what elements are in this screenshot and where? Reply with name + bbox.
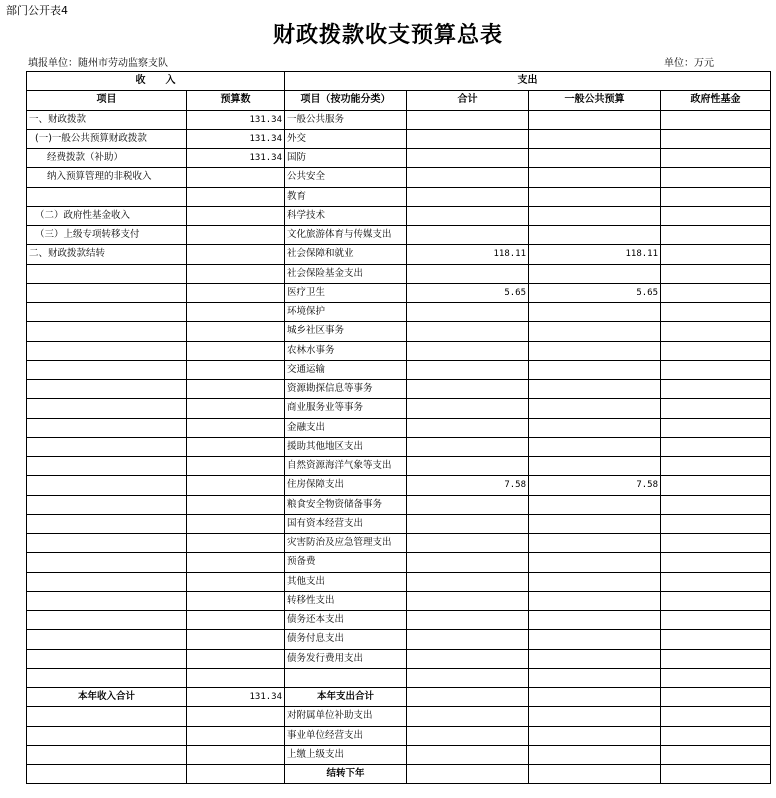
expense-fund xyxy=(661,283,771,302)
expense-item: 城乡社区事务 xyxy=(285,322,407,341)
income-total-value: 131.34 xyxy=(187,688,285,707)
table-row xyxy=(27,264,771,283)
expense-fund xyxy=(661,495,771,514)
income-value xyxy=(187,245,285,264)
expense-total xyxy=(407,611,529,630)
table-row xyxy=(27,303,771,322)
expense-general xyxy=(529,110,661,129)
expense-fund xyxy=(661,765,771,784)
income-item xyxy=(27,495,187,514)
income-value xyxy=(187,745,285,764)
expense-general xyxy=(529,514,661,533)
table-row xyxy=(27,649,771,668)
income-value xyxy=(187,187,285,206)
expense-item: 环境保护 xyxy=(285,303,407,322)
expense-general xyxy=(529,360,661,379)
income-item xyxy=(27,707,187,726)
header-row-2 xyxy=(27,91,771,110)
expense-total xyxy=(407,591,529,610)
income-value xyxy=(187,168,285,187)
expense-total xyxy=(407,168,529,187)
expense-general xyxy=(529,534,661,553)
income-item xyxy=(27,380,187,399)
income-item xyxy=(27,457,187,476)
income-value: 131.34 xyxy=(187,149,285,168)
expense-general xyxy=(529,726,661,745)
expense-fund xyxy=(661,303,771,322)
income-value xyxy=(187,418,285,437)
table-row xyxy=(27,457,771,476)
expense-total xyxy=(407,630,529,649)
table-row xyxy=(27,726,771,745)
expense-item: 交通运输 xyxy=(285,360,407,379)
fill-unit: 填报单位：随州市劳动监察支队 xyxy=(28,58,168,69)
expense-general xyxy=(529,226,661,245)
table-row xyxy=(27,495,771,514)
income-item xyxy=(27,264,187,283)
income-item xyxy=(27,630,187,649)
fund-header: 政府性基金 xyxy=(661,91,771,110)
table-row xyxy=(27,187,771,206)
expense-fund xyxy=(661,399,771,418)
expense-total xyxy=(407,457,529,476)
expense-general xyxy=(529,149,661,168)
table-row xyxy=(27,226,771,245)
expense-general xyxy=(529,745,661,764)
expense-fund xyxy=(661,206,771,225)
page-title: 财政拨款收支预算总表 xyxy=(272,23,503,48)
income-item xyxy=(27,322,187,341)
expense-item: 援助其他地区支出 xyxy=(285,437,407,456)
expense-total xyxy=(407,322,529,341)
expense-fund xyxy=(661,322,771,341)
income-item xyxy=(27,283,187,302)
expense-total xyxy=(407,572,529,591)
income-item: （三）上级专项转移支付 xyxy=(27,226,187,245)
expense-fund xyxy=(661,591,771,610)
expense-general: 7.58 xyxy=(529,476,661,495)
income-value xyxy=(187,514,285,533)
expense-fund xyxy=(661,514,771,533)
expense-total xyxy=(407,110,529,129)
expense-fund xyxy=(661,129,771,148)
income-item xyxy=(27,553,187,572)
expense-total xyxy=(407,341,529,360)
table-row xyxy=(27,514,771,533)
income-item xyxy=(27,360,187,379)
expense-total xyxy=(407,187,529,206)
table-row xyxy=(27,149,771,168)
expense-item: 医疗卫生 xyxy=(285,283,407,302)
expense-item: 债务付息支出 xyxy=(285,630,407,649)
table-row xyxy=(27,630,771,649)
income-value xyxy=(187,476,285,495)
income-item: 纳入预算管理的非税收入 xyxy=(27,168,187,187)
expense-total-fund xyxy=(661,688,771,707)
expense-general xyxy=(529,206,661,225)
income-item xyxy=(27,187,187,206)
budget-header: 预算数 xyxy=(187,91,285,110)
totals-row xyxy=(27,688,771,707)
expense-general xyxy=(529,611,661,630)
income-value xyxy=(187,572,285,591)
expense-fund xyxy=(661,726,771,745)
expense-fund xyxy=(661,341,771,360)
table-row xyxy=(27,437,771,456)
income-value xyxy=(187,611,285,630)
expense-fund xyxy=(661,630,771,649)
expense-header: 支出 xyxy=(285,72,771,91)
expense-general xyxy=(529,630,661,649)
expense-item: 一般公共服务 xyxy=(285,110,407,129)
income-value xyxy=(187,399,285,418)
income-item xyxy=(27,476,187,495)
expense-fund xyxy=(661,745,771,764)
income-value xyxy=(187,206,285,225)
expense-item: 文化旅游体育与传媒支出 xyxy=(285,226,407,245)
expense-item: 债务还本支出 xyxy=(285,611,407,630)
expense-total xyxy=(407,206,529,225)
income-item xyxy=(27,591,187,610)
income-value xyxy=(187,341,285,360)
expense-general xyxy=(529,341,661,360)
income-item xyxy=(27,418,187,437)
income-value xyxy=(187,553,285,572)
table-row xyxy=(27,322,771,341)
table-row xyxy=(27,668,771,687)
expense-total xyxy=(407,303,529,322)
expense-total xyxy=(407,264,529,283)
expense-item: 住房保障支出 xyxy=(285,476,407,495)
expense-total xyxy=(407,149,529,168)
expense-item: 结转下年 xyxy=(285,765,407,784)
expense-fund xyxy=(661,245,771,264)
table-row xyxy=(27,418,771,437)
total-header: 合计 xyxy=(407,91,529,110)
expense-fund xyxy=(661,264,771,283)
income-item xyxy=(27,611,187,630)
table-row xyxy=(27,380,771,399)
table-row xyxy=(27,245,771,264)
income-value xyxy=(187,283,285,302)
table-row xyxy=(27,534,771,553)
expense-general xyxy=(529,572,661,591)
income-item xyxy=(27,514,187,533)
expense-fund xyxy=(661,110,771,129)
income-item xyxy=(27,745,187,764)
table-row xyxy=(27,129,771,148)
income-item xyxy=(27,534,187,553)
expense-fund xyxy=(661,168,771,187)
expense-total xyxy=(407,726,529,745)
table-row xyxy=(27,399,771,418)
expense-total xyxy=(407,418,529,437)
expense-fund xyxy=(661,668,771,687)
income-value xyxy=(187,303,285,322)
expense-item: 科学技术 xyxy=(285,206,407,225)
expense-fund xyxy=(661,649,771,668)
table-row xyxy=(27,168,771,187)
income-value xyxy=(187,707,285,726)
expense-fund xyxy=(661,707,771,726)
expense-item: 预备费 xyxy=(285,553,407,572)
table-row xyxy=(27,745,771,764)
income-item xyxy=(27,765,187,784)
expense-total-label: 本年支出合计 xyxy=(285,688,407,707)
income-value xyxy=(187,457,285,476)
income-value xyxy=(187,649,285,668)
table-row xyxy=(27,283,771,302)
table-row xyxy=(27,591,771,610)
expense-fund xyxy=(661,418,771,437)
expense-total xyxy=(407,437,529,456)
income-item xyxy=(27,572,187,591)
expense-item: 对附属单位补助支出 xyxy=(285,707,407,726)
income-item xyxy=(27,399,187,418)
expense-fund xyxy=(661,380,771,399)
income-value xyxy=(187,668,285,687)
budget-table xyxy=(26,71,771,784)
income-total-label: 本年收入合计 xyxy=(27,688,187,707)
expense-item: 公共安全 xyxy=(285,168,407,187)
expense-fund xyxy=(661,611,771,630)
income-item: （二）政府性基金收入 xyxy=(27,206,187,225)
income-value xyxy=(187,765,285,784)
table-row xyxy=(27,707,771,726)
expense-item: 转移性支出 xyxy=(285,591,407,610)
expense-total xyxy=(407,707,529,726)
expense-general xyxy=(529,168,661,187)
expense-item: 社会保障和就业 xyxy=(285,245,407,264)
table-row xyxy=(27,572,771,591)
expense-total xyxy=(407,380,529,399)
expense-total xyxy=(407,360,529,379)
expense-total xyxy=(407,514,529,533)
income-value xyxy=(187,264,285,283)
income-item xyxy=(27,303,187,322)
expense-item: 社会保险基金支出 xyxy=(285,264,407,283)
expense-item: 债务发行费用支出 xyxy=(285,649,407,668)
expense-general xyxy=(529,322,661,341)
expense-general xyxy=(529,437,661,456)
income-value xyxy=(187,360,285,379)
expense-fund xyxy=(661,360,771,379)
income-item: (一)一般公共预算财政拨款 xyxy=(27,129,187,148)
table-row xyxy=(27,765,771,784)
expense-general: 118.11 xyxy=(529,245,661,264)
income-item xyxy=(27,668,187,687)
expense-item: 外交 xyxy=(285,129,407,148)
income-item xyxy=(27,341,187,360)
table-row xyxy=(27,360,771,379)
income-value xyxy=(187,322,285,341)
expense-general xyxy=(529,303,661,322)
expense-total xyxy=(407,649,529,668)
expense-total-general xyxy=(529,688,661,707)
expense-general xyxy=(529,707,661,726)
income-item xyxy=(27,726,187,745)
expense-general xyxy=(529,649,661,668)
expense-fund xyxy=(661,187,771,206)
income-value xyxy=(187,591,285,610)
expense-fund xyxy=(661,476,771,495)
expense-item xyxy=(285,668,407,687)
expense-item: 自然资源海洋气象等支出 xyxy=(285,457,407,476)
expense-item: 粮食安全物资储备事务 xyxy=(285,495,407,514)
expense-general xyxy=(529,457,661,476)
unit-label: 单位：万元 xyxy=(664,58,714,69)
expense-item: 教育 xyxy=(285,187,407,206)
table-row xyxy=(27,206,771,225)
income-header: 收 入 xyxy=(27,72,285,91)
income-value xyxy=(187,495,285,514)
income-item: 经费拨款（补助） xyxy=(27,149,187,168)
expense-fund xyxy=(661,437,771,456)
expense-total xyxy=(407,553,529,572)
expense-total: 118.11 xyxy=(407,245,529,264)
expense-fund xyxy=(661,149,771,168)
expense-total xyxy=(407,129,529,148)
income-value xyxy=(187,726,285,745)
expense-general xyxy=(529,668,661,687)
expense-total xyxy=(407,765,529,784)
expense-general: 5.65 xyxy=(529,283,661,302)
income-item: 一、财政拨款 xyxy=(27,110,187,129)
expense-general xyxy=(529,553,661,572)
income-value xyxy=(187,226,285,245)
expense-general xyxy=(529,418,661,437)
item-func-header: 项目（按功能分类） xyxy=(285,91,407,110)
expense-total: 5.65 xyxy=(407,283,529,302)
expense-general xyxy=(529,129,661,148)
income-value xyxy=(187,630,285,649)
expense-item: 上缴上级支出 xyxy=(285,745,407,764)
income-value xyxy=(187,437,285,456)
expense-total xyxy=(407,226,529,245)
item-header: 项目 xyxy=(27,91,187,110)
income-value xyxy=(187,380,285,399)
expense-total: 7.58 xyxy=(407,476,529,495)
expense-fund xyxy=(661,534,771,553)
expense-item: 农林水事务 xyxy=(285,341,407,360)
expense-item: 商业服务业等事务 xyxy=(285,399,407,418)
expense-item: 资源勘探信息等事务 xyxy=(285,380,407,399)
expense-item: 金融支出 xyxy=(285,418,407,437)
expense-general xyxy=(529,264,661,283)
expense-general xyxy=(529,187,661,206)
expense-item: 事业单位经营支出 xyxy=(285,726,407,745)
expense-total xyxy=(407,399,529,418)
expense-total xyxy=(407,534,529,553)
income-value: 131.34 xyxy=(187,129,285,148)
table-row xyxy=(27,476,771,495)
table-row xyxy=(27,110,771,129)
expense-item: 国有资本经营支出 xyxy=(285,514,407,533)
expense-general xyxy=(529,591,661,610)
general-header: 一般公共预算 xyxy=(529,91,661,110)
income-item: 二、财政拨款结转 xyxy=(27,245,187,264)
income-value: 131.34 xyxy=(187,110,285,129)
expense-item: 灾害防治及应急管理支出 xyxy=(285,534,407,553)
table-row xyxy=(27,553,771,572)
form-tag: 部门公开表4 xyxy=(6,4,68,17)
expense-general xyxy=(529,380,661,399)
expense-fund xyxy=(661,457,771,476)
expense-fund xyxy=(661,226,771,245)
expense-total xyxy=(407,495,529,514)
expense-general xyxy=(529,399,661,418)
income-item xyxy=(27,437,187,456)
expense-total-sum xyxy=(407,688,529,707)
table-row xyxy=(27,611,771,630)
expense-fund xyxy=(661,553,771,572)
expense-general xyxy=(529,495,661,514)
expense-item: 国防 xyxy=(285,149,407,168)
income-item xyxy=(27,649,187,668)
expense-total xyxy=(407,745,529,764)
income-value xyxy=(187,534,285,553)
expense-general xyxy=(529,765,661,784)
expense-fund xyxy=(661,572,771,591)
expense-item: 其他支出 xyxy=(285,572,407,591)
expense-total xyxy=(407,668,529,687)
header-row-1 xyxy=(27,72,771,91)
table-row xyxy=(27,341,771,360)
